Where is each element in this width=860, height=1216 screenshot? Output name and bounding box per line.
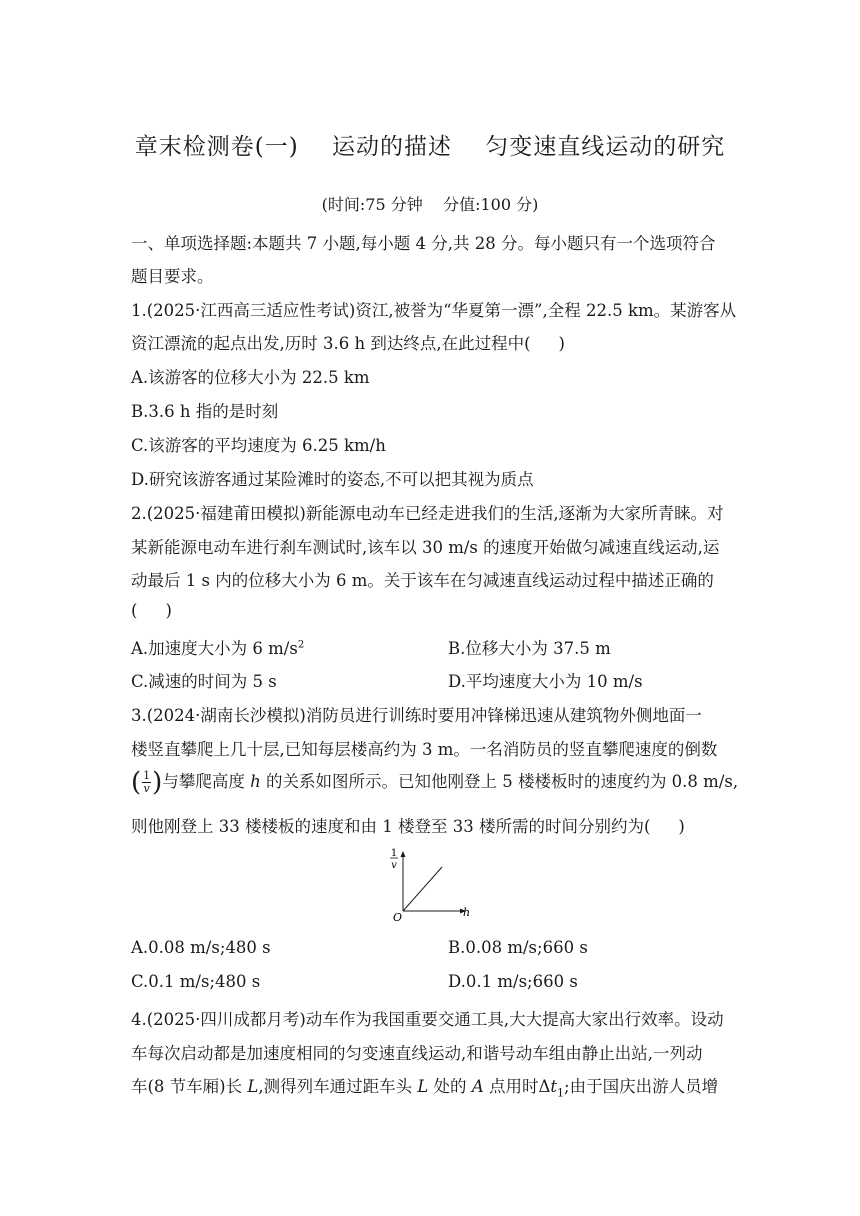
y-axis-arrow xyxy=(401,851,406,857)
reciprocal-v-fraction: $\frac{1}{v}$ xyxy=(143,769,151,795)
q2-stem-line3: 动最后 1 s 内的位移大小为 6 m。关于该车在匀减速直线运动过程中描述正确的 xyxy=(131,571,714,590)
q4-stem-line1: 4.(2025·四川成都月考)动车作为我国重要交通工具,大大提高大家出行效率。设动 xyxy=(131,1010,724,1029)
svg-text:1: 1 xyxy=(390,848,398,859)
q2-stem-line2: 某新能源电动车进行刹车测试时,该车以 30 m/s 的速度开始做匀减速直线运动,运 xyxy=(131,538,720,557)
x-axis-label: h xyxy=(463,906,471,919)
q2-option-b: B.位移大小为 37.5 m xyxy=(448,639,611,658)
inverse-velocity-height-graph xyxy=(386,845,476,925)
q1-option-b: B.3.6 h 指的是时刻 xyxy=(131,402,279,421)
q1-option-d: D.研究该游客通过某险滩时的姿态,不可以把其视为质点 xyxy=(131,470,534,489)
q2-answer-blank: ( ) xyxy=(131,601,172,620)
q1-stem-line2: 资江漂流的起点出发,历时 3.6 h 到达终点,在此过程中( ) xyxy=(131,334,565,353)
q1-option-c: C.该游客的平均速度为 6.25 km/h xyxy=(131,436,386,455)
graph-line xyxy=(403,867,442,911)
q3-stem-line1: 3.(2024·湖南长沙模拟)消防员进行训练时要用冲锋梯迅速从建筑物外侧地面一 xyxy=(131,706,702,725)
q3-stem-line3: ( $\frac{1}{v}$ )与攀爬高度 h 的关系如图所示。已知他刚登上 5 楼楼板时的速度约为 0.8 m/s, xyxy=(131,767,739,798)
page-title: 章末检测卷(一) 运动的描述 匀变速直线运动的研究 xyxy=(134,134,726,160)
q2-stem-line1: 2.(2025·福建莆田模拟)新能源电动车已经走进我们的生活,逐渐为大家所青睐。对 xyxy=(131,504,724,523)
q4-stem-line2: 车每次启动都是加速度相同的匀变速直线运动,和谐号动车组由静止出站,一列动 xyxy=(131,1044,703,1063)
q3-stem-line4: 则他刚登上 33 楼楼板的速度和由 1 楼登至 33 楼所需的时间分别约为( ) xyxy=(131,817,685,836)
q3-option-a: A.0.08 m/s;480 s xyxy=(131,938,271,957)
q3-option-d: D.0.1 m/s;660 s xyxy=(448,972,578,991)
exam-info: (时间:75 分钟 分值:100 分) xyxy=(321,195,539,214)
origin-label: O xyxy=(393,911,403,924)
q2-option-c: C.减速的时间为 5 s xyxy=(131,672,277,691)
q1-stem-line1: 1.(2025·江西高三适应性考试)资江,被誉为“华夏第一漂”,全程 22.5 km。某游客从 xyxy=(131,301,737,320)
q2-option-a: A.加速度大小为 6 $m/s^2$ xyxy=(131,639,305,658)
section-instructions-line1: 一、单项选择题:本题共 7 小题,每小题 4 分,共 28 分。每小题只有一个选项符合 xyxy=(131,234,716,253)
q4-stem-line3: 车(8 节车厢)长 L,测得列车通过距车头 L 处的 A 点用时$\Delta t_1$;由于国庆出游人员增 xyxy=(131,1077,719,1100)
q2-option-d: D.平均速度大小为 10 m/s xyxy=(448,672,643,691)
section-instructions-line2: 题目要求。 xyxy=(131,267,214,286)
y-axis-label xyxy=(390,848,398,871)
q3-option-c: C.0.1 m/s;480 s xyxy=(131,972,261,991)
q3-option-b: B.0.08 m/s;660 s xyxy=(448,938,588,957)
q1-option-a: A.该游客的位移大小为 22.5 km xyxy=(131,368,370,387)
q3-stem-line2: 楼竖直攀爬上几十层,已知每层楼高约为 3 m。一名消防员的竖直攀爬速度的倒数 xyxy=(131,740,718,759)
svg-text:v: v xyxy=(391,860,397,871)
